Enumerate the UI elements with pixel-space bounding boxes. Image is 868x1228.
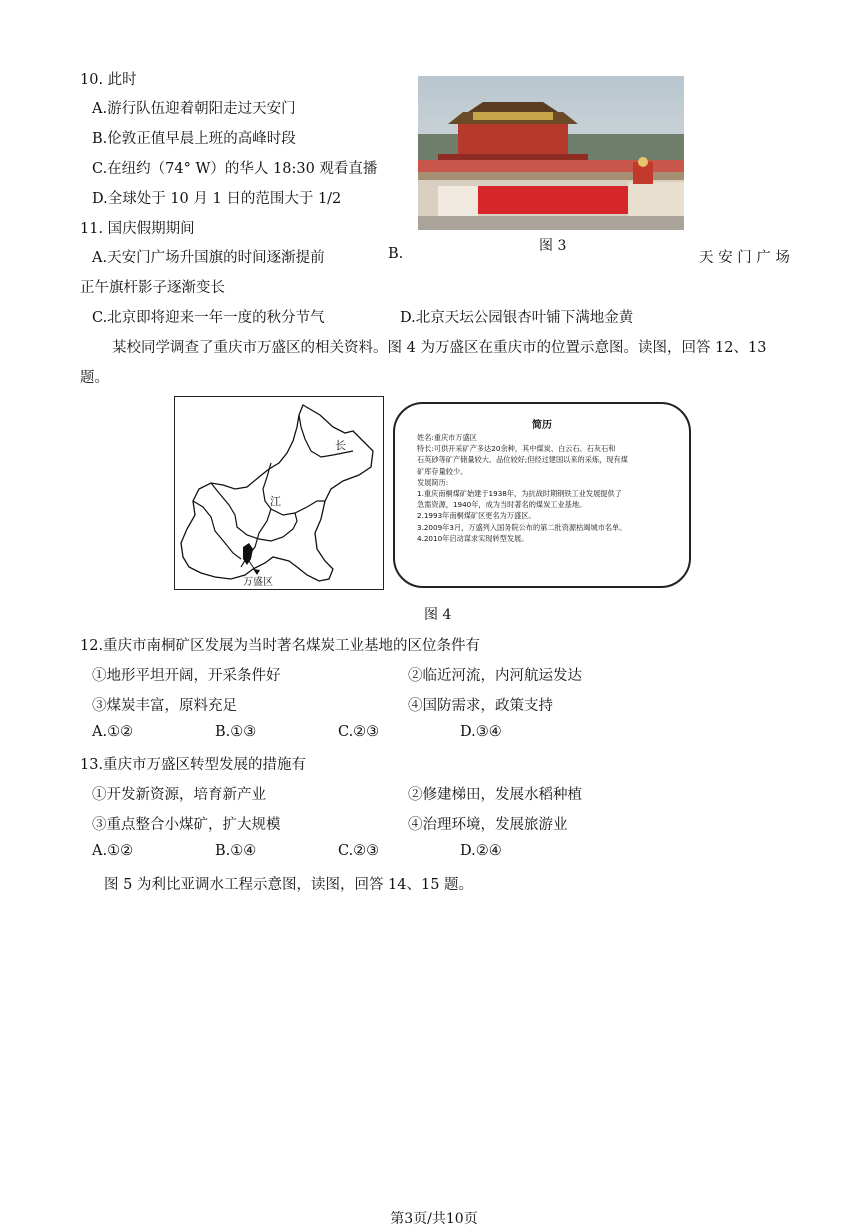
resume-line: 姓名:重庆市万盛区 bbox=[417, 433, 477, 442]
q12-option-a: A.①② bbox=[92, 724, 134, 740]
intro-14-15: 图 5 为利比亚调水工程示意图，读图，回答 14、15 题。 bbox=[104, 877, 474, 893]
figure4-caption: 图 4 bbox=[424, 607, 452, 623]
q12-option-d: D.③④ bbox=[460, 724, 502, 740]
q12-item-2: ②临近河流，内河航运发达 bbox=[408, 668, 582, 684]
q13-item-3: ③重点整合小煤矿，扩大规模 bbox=[92, 817, 281, 833]
tiananmen-parade-photo bbox=[418, 76, 684, 230]
intro-12-13-line2: 题。 bbox=[80, 370, 109, 386]
q13-option-d: D.②④ bbox=[460, 843, 502, 859]
resume-line: 4.2010年启动谋求实现转型发展。 bbox=[417, 533, 529, 543]
map-label-jiang: 江 bbox=[270, 495, 281, 508]
q10-option-d: D.全球处于 10 月 1 日的范围大于 1/2 bbox=[92, 191, 342, 207]
q11-option-a: A.天安门广场升国旗的时间逐渐提前 bbox=[92, 250, 325, 266]
figure3-caption: 图 3 bbox=[539, 238, 567, 254]
resume-line: 发展简历: bbox=[417, 477, 449, 487]
q11-stem: 11. 国庆假期期间 bbox=[80, 221, 195, 237]
q12-option-b: B.①③ bbox=[215, 724, 257, 740]
q12-option-c: C.②③ bbox=[338, 724, 380, 740]
resume-line: 特长:可供开采矿产多达20余种，其中煤炭、白云石、石灰石和 bbox=[417, 444, 616, 454]
resume-line: 矿库存量较少。 bbox=[417, 466, 468, 476]
resume-line: 1.重庆南桐煤矿始建于1938年，为抗战时期钢铁工业发展提供了 bbox=[417, 489, 622, 499]
map-label-wansheng: 万盛区 bbox=[243, 577, 273, 588]
resume-line: 2.1993年南桐煤矿区更名为万盛区。 bbox=[417, 511, 536, 521]
chongqing-map bbox=[174, 396, 384, 590]
q11-option-b-cont: 正午旗杆影子逐渐变长 bbox=[80, 280, 225, 296]
resume-line: 石英砂等矿产储量较大、品位较好;但经过建国以来的采炼，现有煤 bbox=[417, 455, 628, 465]
intro-12-13-line1: 某校同学调查了重庆市万盛区的相关资料。图 4 为万盛区在重庆市的位置示意图。读图，回答 12、13 bbox=[112, 340, 767, 356]
q12-item-1: ①地形平坦开阔，开采条件好 bbox=[92, 668, 281, 684]
q12-item-4: ④国防需求，政策支持 bbox=[408, 698, 553, 714]
q13-item-1: ①开发新资源，培育新产业 bbox=[92, 787, 266, 803]
q11-option-c: C.北京即将迎来一年一度的秋分节气 bbox=[92, 310, 325, 326]
q13-option-b: B.①④ bbox=[215, 843, 257, 859]
page-number: 第3页/共10页 bbox=[390, 1211, 478, 1227]
q12-stem: 12.重庆市南桐矿区发展为当时著名煤炭工业基地的区位条件有 bbox=[80, 638, 481, 654]
q10-stem: 10. 此时 bbox=[80, 72, 137, 88]
q13-item-2: ②修建梯田，发展水稻种植 bbox=[408, 787, 582, 803]
map-label-chang: 长 bbox=[335, 439, 346, 452]
q13-option-c: C.②③ bbox=[338, 843, 380, 859]
q12-item-3: ③煤炭丰富，原料充足 bbox=[92, 698, 237, 714]
resume-line: 3.2009年3月，万盛列入国务院公布的第二批资源枯竭城市名单。 bbox=[417, 522, 627, 532]
q11-option-d: D.北京天坛公园银杏叶铺下满地金黄 bbox=[400, 310, 634, 326]
resume-line: 急需资源，1940年，成为当时著名的煤炭工业基地。 bbox=[417, 500, 587, 510]
q13-item-4: ④治理环境，发展旅游业 bbox=[408, 817, 568, 833]
q10-option-c: C.在纽约（74° W）的华人 18:30 观看直播 bbox=[92, 161, 378, 177]
q11-option-b-text: 天 安 门 广 场 bbox=[699, 250, 790, 266]
q10-option-b: B.伦敦正值早晨上班的高峰时段 bbox=[92, 131, 296, 147]
wansheng-resume-box bbox=[393, 402, 691, 588]
resume-title: 简历 bbox=[532, 420, 552, 431]
q10-option-a: A.游行队伍迎着朝阳走过天安门 bbox=[92, 101, 296, 117]
q11-option-b: B. bbox=[388, 246, 404, 262]
q13-stem: 13.重庆市万盛区转型发展的措施有 bbox=[80, 757, 307, 773]
q13-option-a: A.①② bbox=[92, 843, 134, 859]
